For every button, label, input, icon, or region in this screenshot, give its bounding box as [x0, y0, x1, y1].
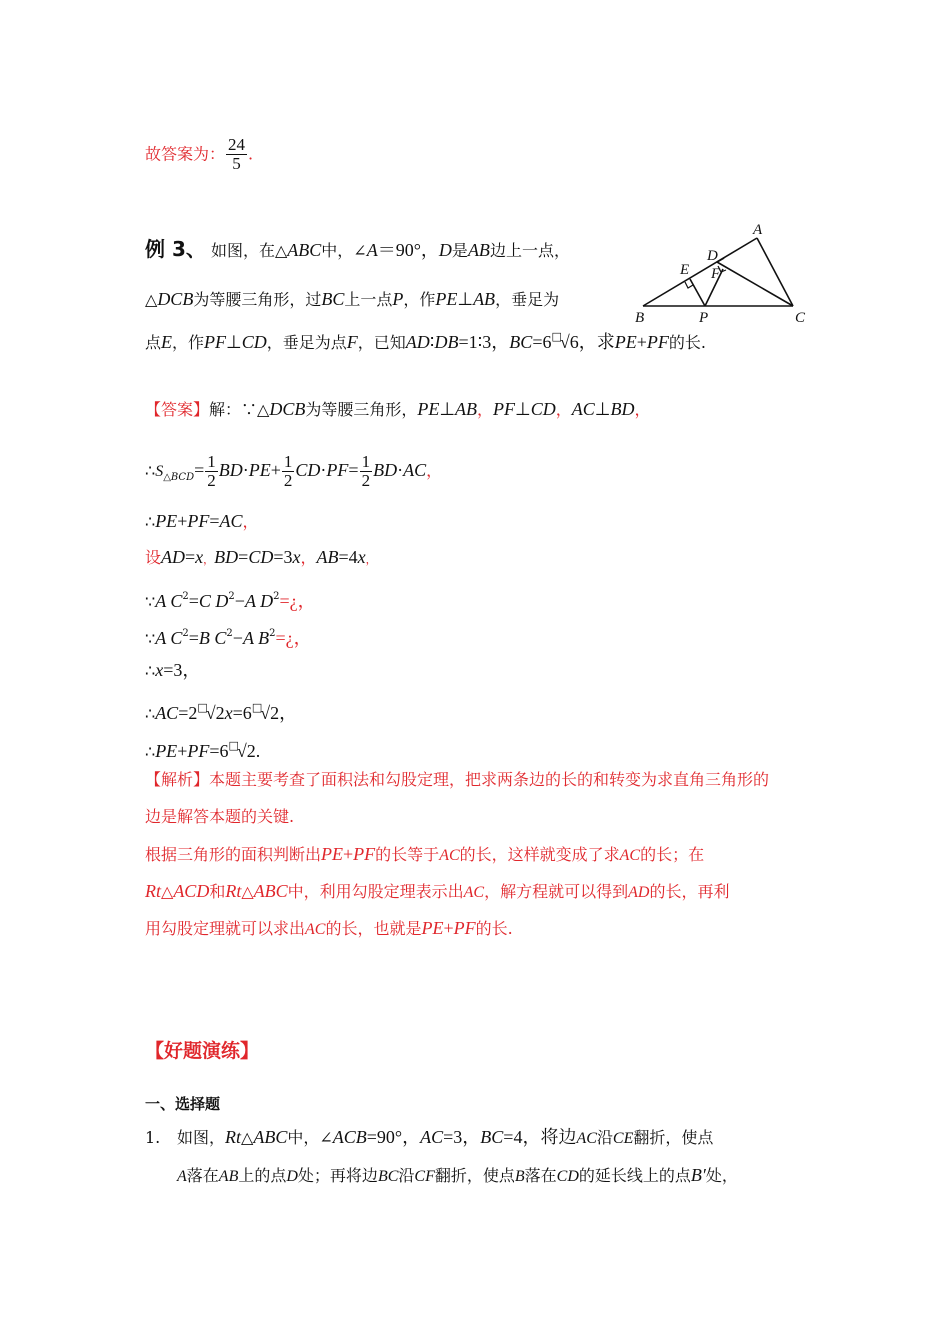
segment-ad-mark: [717, 258, 724, 262]
triangle-figure: [625, 218, 815, 328]
analysis-line-1: 【解析】本题主要考查了面积法和勾股定理，把求两条边的长的和转变为求直角三角形的: [145, 770, 770, 789]
label-b: B: [635, 310, 645, 326]
solution-line-5: ∵A $C^2=C$ $D^2-A$ $D^2=¿$，: [145, 591, 316, 611]
solution-line-8: ∴AC=2□√2x=6□√2，: [145, 701, 298, 723]
fraction-half: $\frac{1}{2}$: [361, 452, 371, 490]
segment-pe: [690, 279, 705, 306]
solution-line-9: ∴PE+PF=6□√2.: [145, 739, 261, 761]
label-p: P: [699, 310, 709, 326]
solution-line-2: $\therefore S_{\triangle BCD}=$ $\frac{1}{2}$ BD·PE+ $\frac{1}{2}$ CD·PF= $\frac{1}{2}$ BD·AC，: [145, 452, 443, 490]
question-1-line-1: 1. 如图，Rt△ABC中，∠ACB=90°，AC=3，BC=4，将边AC沿CE翻折，使点: [145, 1127, 714, 1147]
analysis-line-5: 用勾股定理就可以求出AC的长，也就是PE+PF的长.: [145, 918, 513, 938]
label-d: D: [707, 248, 718, 264]
example-line-2: △DCB为等腰三角形，过BC上一点P，作PE⊥AB，垂足为: [145, 289, 560, 309]
analysis-line-3: 根据三角形的面积判断出PE+PF的长等于AC的长，这样就变成了求AC的长；在: [145, 844, 705, 864]
practice-title: 【好题演练】: [145, 1040, 260, 1062]
solution-line-3: ∴PE+PF=AC，: [145, 511, 259, 531]
solution-line-4: 设AD=x，BD=CD=3x，AB=4x，: [145, 547, 377, 567]
question-1-line-2: A落在AB上的点D处；再将边BC沿CF翻折，使点B落在CD的延长线上的点B′处，: [177, 1165, 738, 1185]
solution-line-7: ∴x=3，: [145, 660, 201, 680]
label-a: A: [753, 222, 763, 238]
example-line-3: 点E，作PF⊥CD，垂足为点F，已知AD∶DB=1∶3，BC=6□√6，求PE+PF的长.: [145, 330, 707, 352]
practice-subtitle: 一、选择题: [145, 1095, 221, 1113]
fraction-half: $\frac{1}{2}$: [283, 452, 293, 490]
analysis-line-4: Rt△ACD和Rt△ABC中，利用勾股定理表示出AC，解方程就可以得到AD的长，再利: [145, 881, 730, 901]
example-line-1: 例 3、 如图，在△ABC中，∠A＝90°，D是AB边上一点，: [145, 237, 570, 261]
previous-answer: 故答案为： $\frac{24}{5}$ .: [145, 135, 254, 173]
label-e: E: [680, 262, 690, 278]
answer-fraction: $\frac{24}{5}$: [228, 135, 246, 173]
solution-line-1: 【答案】解：∵△DCB为等腰三角形，PE⊥AB，PF⊥CD，AC⊥BD，: [145, 399, 651, 419]
example-label: 例 3、: [145, 237, 206, 261]
analysis-line-2: 边是解答本题的关键.: [145, 807, 295, 826]
answer-tag: 【答案】: [145, 400, 210, 419]
question-number: 1.: [145, 1128, 161, 1147]
label-f: F: [711, 266, 721, 282]
label-c: C: [795, 310, 806, 326]
fraction-half: $\frac{1}{2}$: [207, 452, 216, 490]
solution-line-6: ∵A $C^2=B$ $C^2-A$ $B^2=¿$，: [145, 628, 312, 648]
